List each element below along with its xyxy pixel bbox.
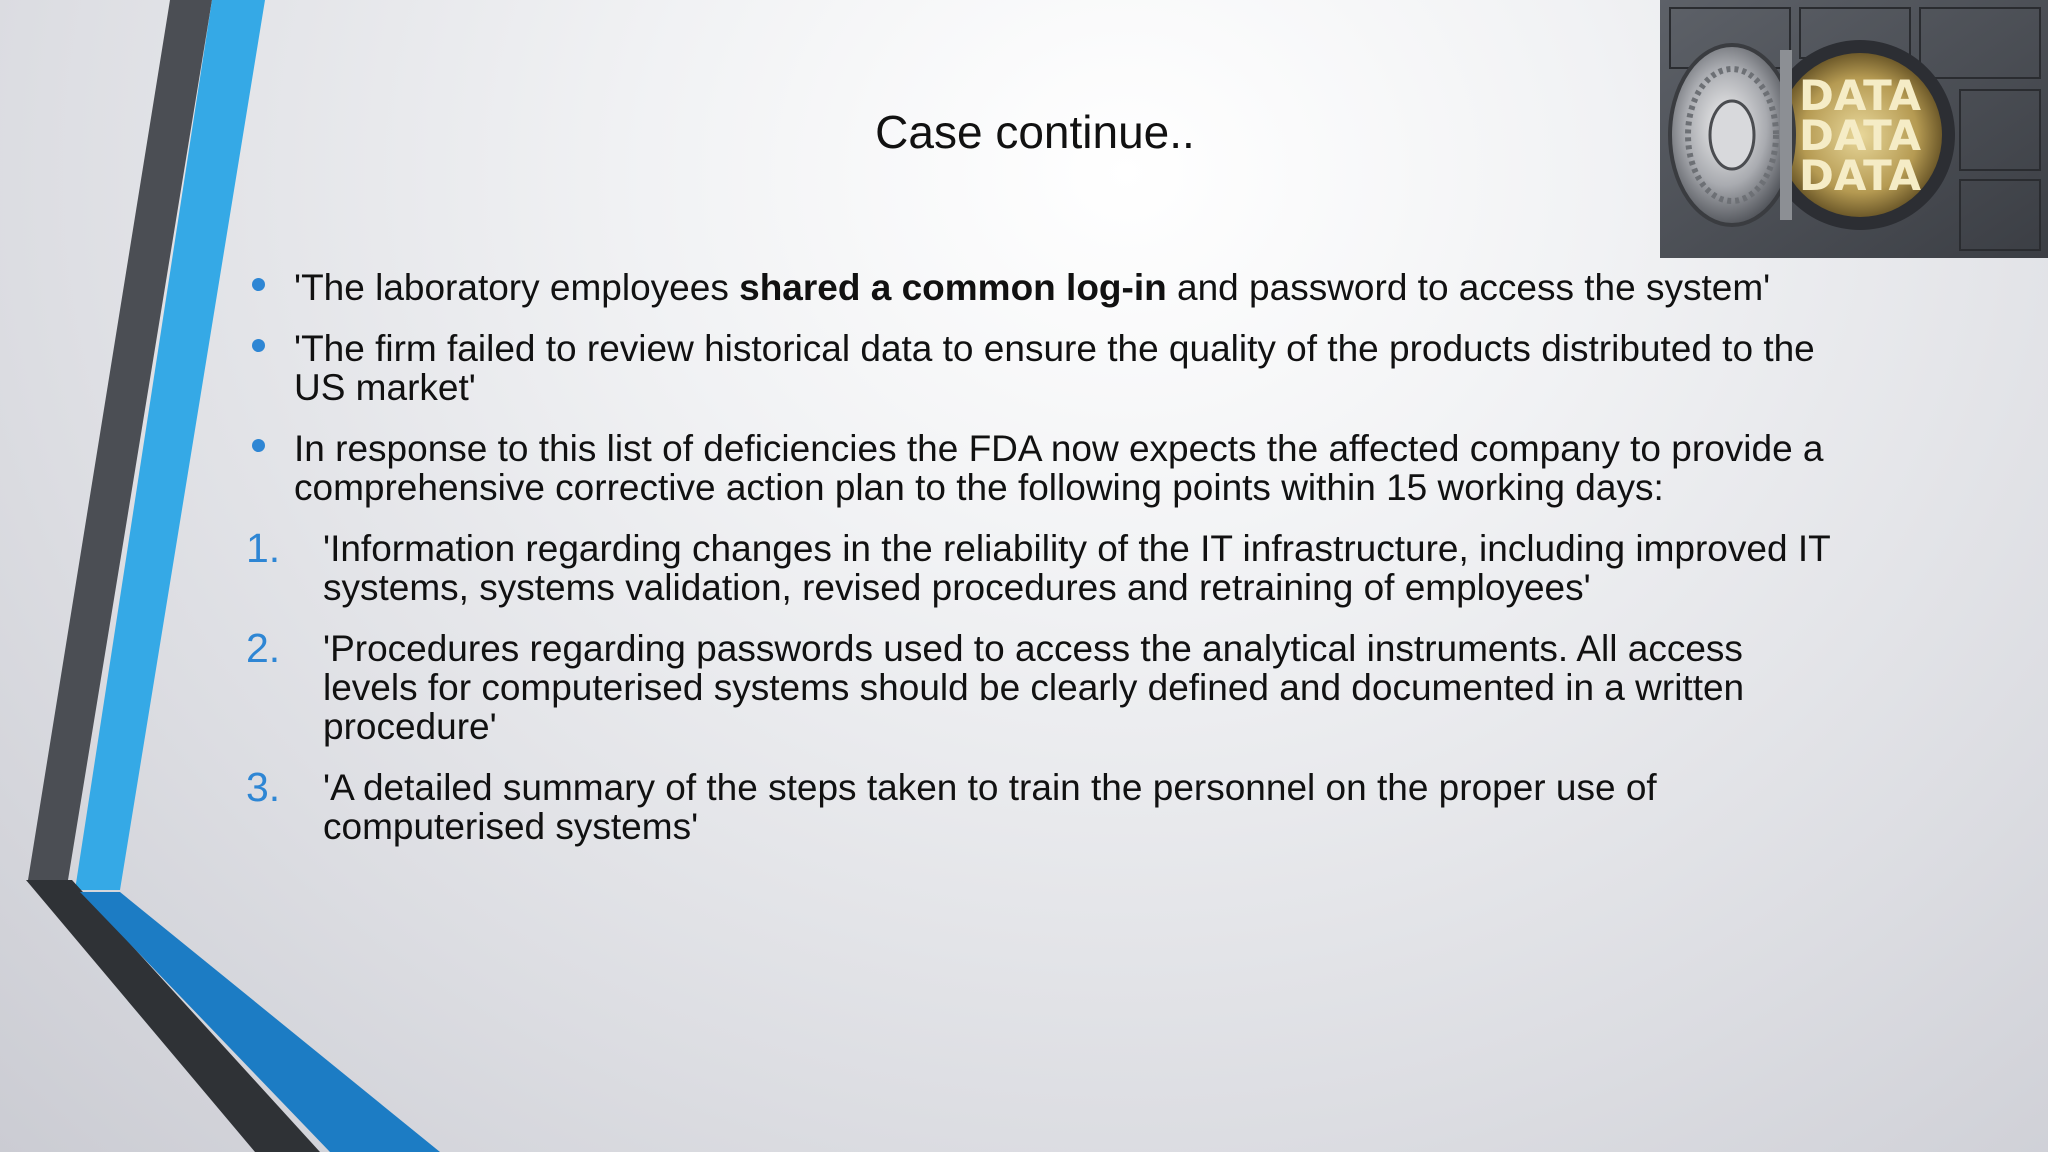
numbered-item: [240, 764, 1840, 847]
numbered-item-text: 'A detailed summary of the steps taken to train the personnel on the proper use of computerised systems': [323, 767, 1657, 847]
bullet-dot-icon: [252, 439, 265, 452]
item-number: 2.: [246, 625, 281, 671]
numbered-item-text: 'Procedures regarding passwords used to access the analytical instruments. All access levels for computerised systems should be clearly defined and documented in a written procedure': [323, 628, 1745, 747]
vault-text-3: DATA: [1798, 151, 1922, 200]
bullet-item: [240, 268, 1840, 307]
bullet-dot-icon: [252, 278, 265, 291]
bullet-dot-icon: [252, 339, 265, 352]
bullet-text-bold: shared a common log-in: [739, 267, 1167, 308]
bullet-text: 'The firm failed to review historical data to ensure the quality of the products distributed to the US market': [294, 328, 1815, 408]
slide-content: [240, 268, 1840, 868]
item-number: 1.: [246, 525, 281, 571]
item-number: 3.: [246, 764, 281, 810]
numbered-item: [240, 625, 1840, 747]
dark-diagonal-stripe: [26, 880, 320, 1152]
slide-title: Case continue..: [875, 106, 1195, 158]
numbered-item: [240, 525, 1840, 608]
bullet-item: [240, 329, 1840, 407]
vault-data-text: [1799, 71, 1921, 200]
bullet-text-pre: 'The laboratory employees: [294, 267, 740, 308]
vault-text-1: DATA: [1798, 71, 1922, 120]
bullet-text: In response to this list of deficiencies the FDA now expects the affected company to provide a comprehensive corrective action plan to the following points within 15 working days:: [294, 428, 1824, 508]
data-vault-image: [1660, 0, 2048, 258]
bullet-item: [240, 429, 1840, 507]
numbered-item-text: 'Information regarding changes in the reliability of the IT infrastructure, including improved IT systems, systems validation, revised procedures and retraining of employees': [323, 528, 1831, 608]
bullet-text-post: and password to access the system': [1166, 267, 1771, 308]
vault-text-2: DATA: [1798, 111, 1922, 160]
